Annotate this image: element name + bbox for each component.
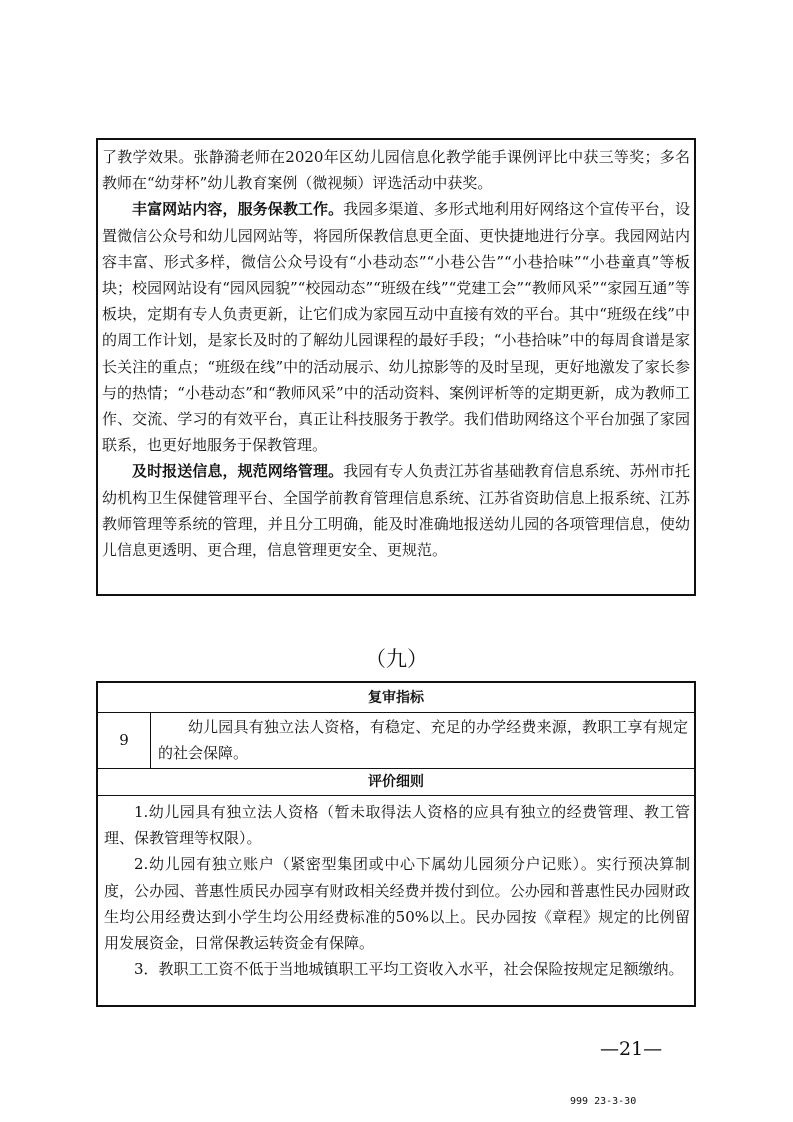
section-title: （九） (365, 647, 428, 671)
table-column-divider (150, 713, 151, 768)
paragraph-reporting (102, 458, 690, 563)
paragraph-website (102, 196, 690, 458)
row-index-text: 幼儿园具有独立法人资格，有稳定、充足的办学经费来源，教职工享有规定的社会保障。 (158, 718, 688, 762)
table-header-evaluation-details: 评价细则 (368, 774, 424, 790)
text-reporting: 我园有专人负责江苏省基础教育信息系统、苏州市托幼机构卫生保健管理平台、全国学前教育管理信息系统、江苏省资助信息上报系统、江苏教师管理等系统的管理，并且分工明确，能及时准确地报送幼儿园的各项管理信息，使幼儿信息更透明、更合理，信息管理更安全、更规范。 (102, 462, 690, 560)
heading-website: 丰富网站内容，服务保教工作。 (132, 200, 344, 219)
continued-text-box (96, 138, 696, 596)
table-header-review-index: 复审指标 (368, 690, 424, 706)
detail-item-2: 2.幼儿园有独立账户（紧密型集团或中心下属幼儿园须分户记账）。实行预决算制度，公办园、普惠性质民办园享有财政相关经费并拨付到位。公办园和普惠性民办园财政生均公用经费达到小学生均公用经费标准的50%以上。民办园按《章程》规定的比例留用发展资金，日常保教运转资金有保障。 (104, 855, 690, 953)
table-divider (98, 712, 694, 713)
criteria-table (96, 681, 696, 1007)
detail-item-1: 1.幼儿园具有独立法人资格（暂未取得法人资格的应具有独立的经费管理、教工管理、保教管理等权限）。 (104, 803, 690, 848)
heading-reporting: 及时报送信息，规范网络管理。 (132, 462, 344, 481)
evaluation-details (104, 799, 690, 982)
table-divider (98, 795, 694, 796)
text-website: 我园多渠道、多形式地利用好网络这个宣传平台，设置微信公众号和幼儿园网站等，将园所保教信息更全面、更快捷地进行分享。我园网站内容丰富、形式多样，微信公众号设有“小巷动态”“小巷公告”“小巷拾味”“小巷童真”等板块；校园网站设有“园风园貌”“校园动态”“班级在线”“党建工会”“教师风采”“家园互通”等板块，定期有专人负责更新，让它们成为家园互动中直接有效的平台。其中“班级在线”中的周工作计划，是家长及时的了解幼儿园课程的最好手段；“小巷拾味”中的每周食谱是家长关注的重点；“班级在线”中的活动展示、幼儿掠影等的及时呈现，更好地激发了家长参与的热情；“小巷动态”和“教师风采”中的活动资料、案例评析等的定期更新，成为教师工作、交流、学习的有效平台，真正让科技服务于教学。我们借助网络这个平台加强了家园联系，也更好地服务于保教管理。 (102, 200, 690, 455)
footer-stamp: 999 23-3-30 (570, 1096, 637, 1107)
detail-item-3: 3．教职工工资不低于当地城镇职工平均工资收入水平，社会保险按规定足额缴纳。 (134, 960, 684, 979)
page-number: —21— (600, 1038, 663, 1060)
paragraph-teaching-awards: 了教学效果。张静漪老师在2020年区幼儿园信息化教学能手课例评比中获三等奖；多名教师在“幼芽杯”幼儿教育案例（微视频）评选活动中获奖。 (102, 148, 690, 193)
row-number: 9 (119, 731, 129, 749)
